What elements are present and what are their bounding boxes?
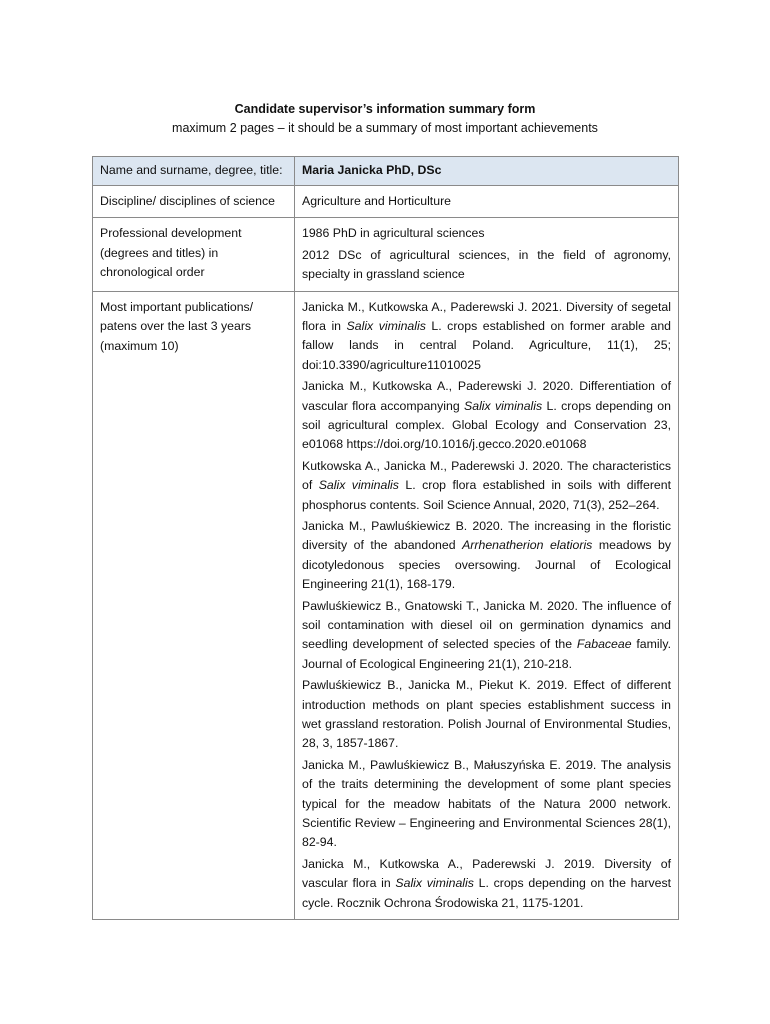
name-label: Name and surname, degree, title: (93, 157, 295, 186)
discipline-value: Agriculture and Horticulture (295, 185, 679, 218)
form-title: Candidate supervisor’s information summary form (234, 102, 536, 116)
publication-item: Janicka M., Kutkowska A., Paderewski J. 2020. Differentiation of vascular flora accompanying Salix viminalis L. crops depending on soil agricultural complex. Global Ecology and Conservation 23, e01068 https://doi.org/10.1016/j.gecco.2020.e01068 (302, 379, 671, 452)
publications-label: Most important publications/ patens over the last 3 years (maximum 10) (93, 291, 295, 920)
publications-list (295, 291, 679, 920)
development-row (93, 218, 679, 292)
publication-item: Pawluśkiewicz B., Janicka M., Piekut K. 2019. Effect of different introduction methods on plant species establishment success in wet grassland restoration. Polish Journal of Environmental Studies, 28, 3, 1857-1867. (302, 678, 671, 751)
form-subtitle: maximum 2 pages – it should be a summary of most important achievements (172, 121, 598, 135)
development-entry: 2012 DSc of agricultural sciences, in the field of agronomy, specialty in grassland science (302, 247, 671, 281)
publication-item: Kutkowska A., Janicka M., Paderewski J. 2020. The characteristics of Salix viminalis L. crop flora established in soils with different phosphorus contents. Soil Science Annual, 2020, 71(3), 252–264. (302, 458, 672, 512)
discipline-row (93, 185, 679, 218)
development-value (295, 218, 679, 292)
publication-item: Janicka M., Pawluśkiewicz B. 2020. The increasing in the floristic diversity of the abandoned Arrhenatherion elatioris meadows by dicotyledonous species oversowing. Journal of Ecological Engineering 21(1), 168-179. (302, 518, 672, 592)
development-entry: 1986 PhD in agricultural sciences (302, 226, 485, 240)
name-row (93, 157, 679, 186)
publication-item: Janicka M., Kutkowska A., Paderewski J. 2021. Diversity of segetal flora in Salix viminalis L. crops established on former arable and fallow lands in central Poland. Agriculture, 11(1), 25; doi:10.3390/agriculture11010025 (302, 299, 671, 372)
name-value: Maria Janicka PhD, DSc (295, 157, 679, 186)
summary-table (92, 156, 679, 920)
publications-row (93, 291, 679, 920)
publication-item: Pawluśkiewicz B., Gnatowski T., Janicka M. 2020. The influence of soil contamination with diesel oil on germination dynamics and seedling development of selected species of the Fabaceae family. Journal of Ecological Engineering 21(1), 210-218. (302, 598, 671, 671)
publication-item: Janicka M., Kutkowska A., Paderewski J. 2019. Diversity of vascular flora in Salix viminalis L. crops depending on the harvest cycle. Rocznik Ochrona Środowiska 21, 1175-1201. (302, 856, 672, 910)
development-label: Professional development (degrees and titles) in chronological order (93, 218, 295, 292)
publication-item: Janicka M., Pawluśkiewicz B., Małuszyńska E. 2019. The analysis of the traits determining the development of some plant species typical for the meadow habitats of the Natura 2000 network. Scientific Review – Engineering and Environmental Sciences 28(1), 82-94. (302, 757, 671, 850)
discipline-label: Discipline/ disciplines of science (93, 185, 295, 218)
